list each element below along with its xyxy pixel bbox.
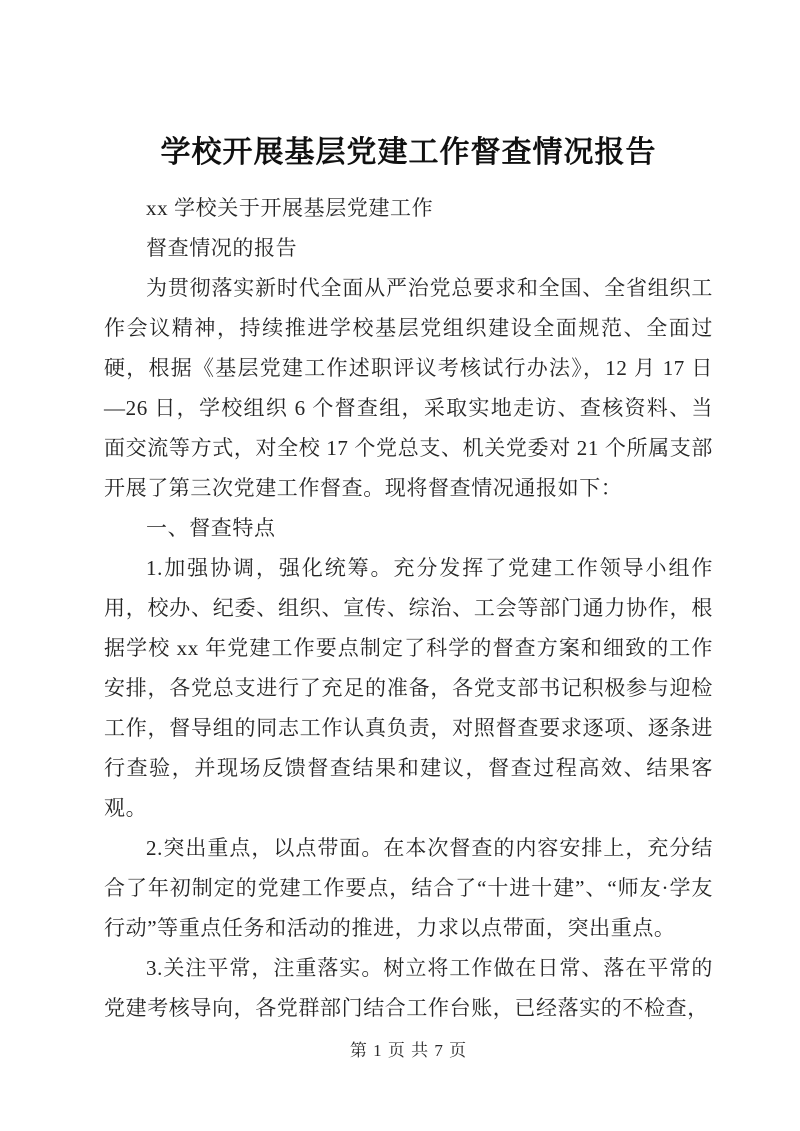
paragraph-point-1: 1.加强协调，强化统筹。充分发挥了党建工作领导小组作用，校办、纪委、组织、宣传、综治、工会等部门通力协作，根据学校 xx 年党建工作要点制定了科学的督查方案和细致的工作安排，各党总支进行了充足的准备，各党支部书记积极参与迎检工作，督导组的同志工作认真负责，对照督查要求逐项、逐条进行查验，并现场反馈督查结果和建议，督查过程高效、结果客观。 <box>104 556 713 820</box>
section-heading-inspection-features: 一、督查特点 <box>146 516 276 540</box>
paragraph-intro: 为贯彻落实新时代全面从严治党总要求和全国、全省组织工作会议精神，持续推进学校基层党组织建设全面规范、全面过硬，根据《基层党建工作述职评议考核试行办法》，12 月 17 日—26 日，学校组织 6 个督查组，采取实地走访、查核资料、当面交流等方式，对全校 17 个党总支、机关党委对 21 个所属支部开展了第三次党建工作督查。现将督查情况通报如下： <box>104 276 713 500</box>
subtitle-line-2: 督查情况的报告 <box>146 236 298 260</box>
paragraph-point-2: 2.突出重点，以点带面。在本次督查的内容安排上，充分结合了年初制定的党建工作要点，结合了“十进十建”、“师友·学友行动”等重点任务和活动的推进，力求以点带面，突出重点。 <box>104 836 713 940</box>
paragraph-point-3: 3.关注平常，注重落实。树立将工作做在日常、落在平常的党建考核导向，各党群部门结合工作台账，已经落实的不检查， <box>104 956 713 1020</box>
subtitle-line-1: xx 学校关于开展基层党建工作 <box>146 196 434 220</box>
page-number-footer: 第 1 页 共 7 页 <box>349 1041 468 1060</box>
document-title: 学校开展基层党建工作督查情况报告 <box>160 136 657 169</box>
